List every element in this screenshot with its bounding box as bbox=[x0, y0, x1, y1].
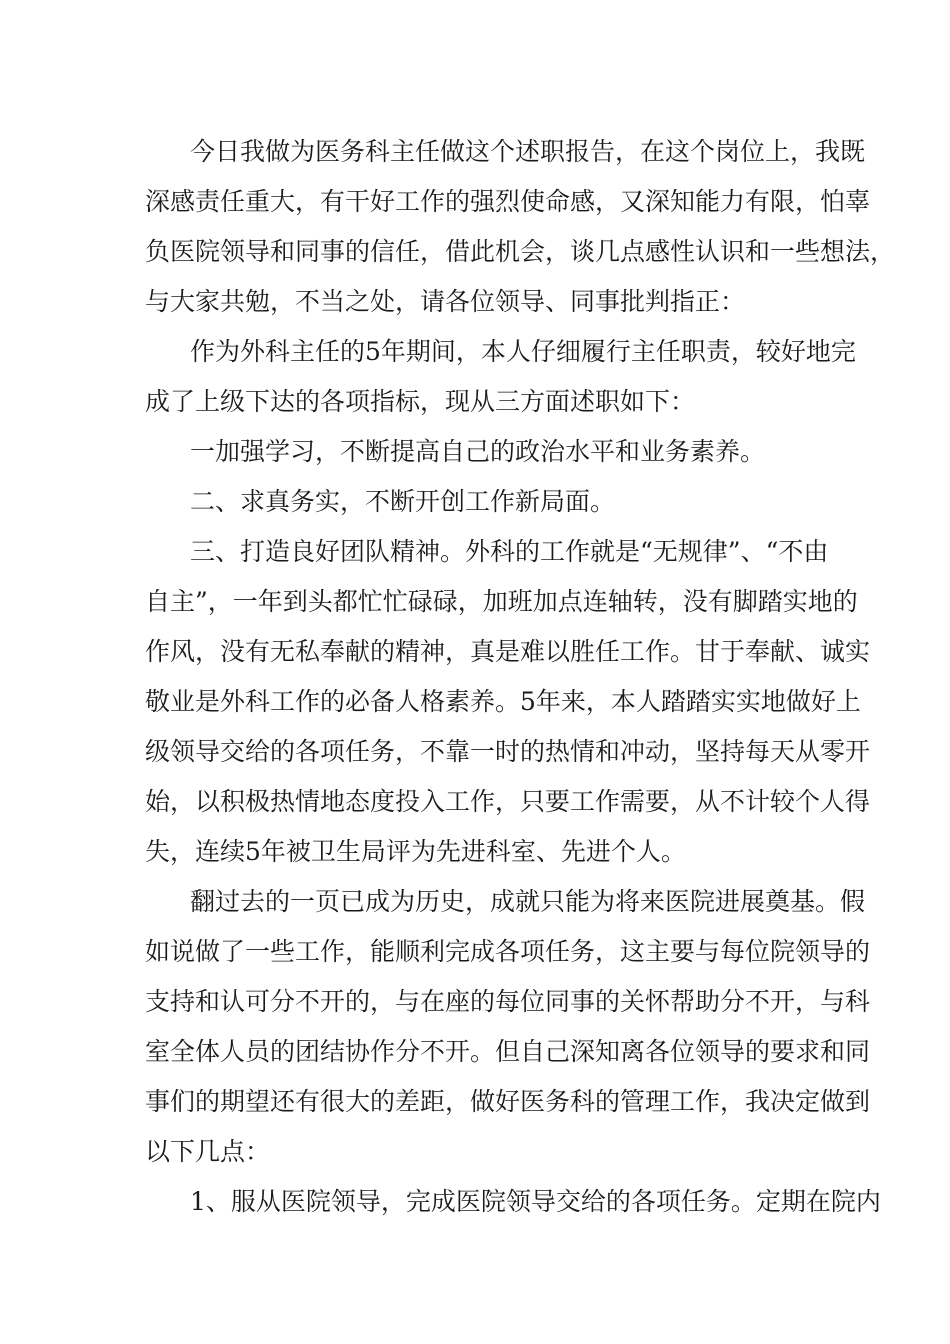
text-line: 成了上级下达的各项指标，现从三方面述职如下： bbox=[145, 387, 696, 416]
text-line: 失，连续5年被卫生局评为先进科室、先进个人。 bbox=[145, 837, 686, 866]
text-line: 二、求真务实，不断开创工作新局面。 bbox=[190, 487, 616, 516]
text-line: 一加强学习，不断提高自己的政治水平和业务素养。 bbox=[190, 437, 766, 466]
text-line: 翻过去的一页已成为历史，成就只能为将来医院进展奠基。假 bbox=[190, 887, 866, 916]
text-line: 以下几点： bbox=[145, 1137, 271, 1166]
text-line: 今日我做为医务科主任做这个述职报告，在这个岗位上，我既 bbox=[190, 137, 866, 166]
text-line: 1、服从医院领导，完成医院领导交给的各项任务。定期在院内 bbox=[190, 1187, 881, 1216]
text-line: 如说做了一些工作，能顺利完成各项任务，这主要与每位院领导的 bbox=[145, 937, 871, 966]
text-line: 三、打造良好团队精神。外科的工作就是“无规律”、“不由 bbox=[190, 537, 829, 566]
text-line: 负医院领导和同事的信任，借此机会，谈几点感性认识和一些想法， bbox=[145, 237, 896, 266]
text-line: 始，以积极热情地态度投入工作，只要工作需要，从不计较个人得 bbox=[145, 787, 871, 816]
text-line: 与大家共勉，不当之处，请各位领导、同事批判指正： bbox=[145, 287, 746, 316]
text-line: 作风，没有无私奉献的精神，真是难以胜任工作。甘于奉献、诚实 bbox=[145, 637, 871, 666]
text-line: 事们的期望还有很大的差距，做好医务科的管理工作，我决定做到 bbox=[145, 1087, 871, 1116]
text-line: 支持和认可分不开的，与在座的每位同事的关怀帮助分不开，与科 bbox=[145, 987, 871, 1016]
text-line: 自主”，一年到头都忙忙碌碌，加班加点连轴转，没有脚踏实地的 bbox=[145, 587, 858, 616]
text-line: 室全体人员的团结协作分不开。但自己深知离各位领导的要求和同 bbox=[145, 1037, 871, 1066]
text-line: 作为外科主任的5年期间，本人仔细履行主任职责，较好地完 bbox=[190, 337, 856, 366]
text-line: 敬业是外科工作的必备人格素养。5年来，本人踏踏实实地做好上 bbox=[145, 687, 861, 716]
text-line: 级领导交给的各项任务，不靠一时的热情和冲动，坚持每天从零开 bbox=[145, 737, 871, 766]
text-line: 深感责任重大，有干好工作的强烈使命感，又深知能力有限，怕辜 bbox=[145, 187, 871, 216]
